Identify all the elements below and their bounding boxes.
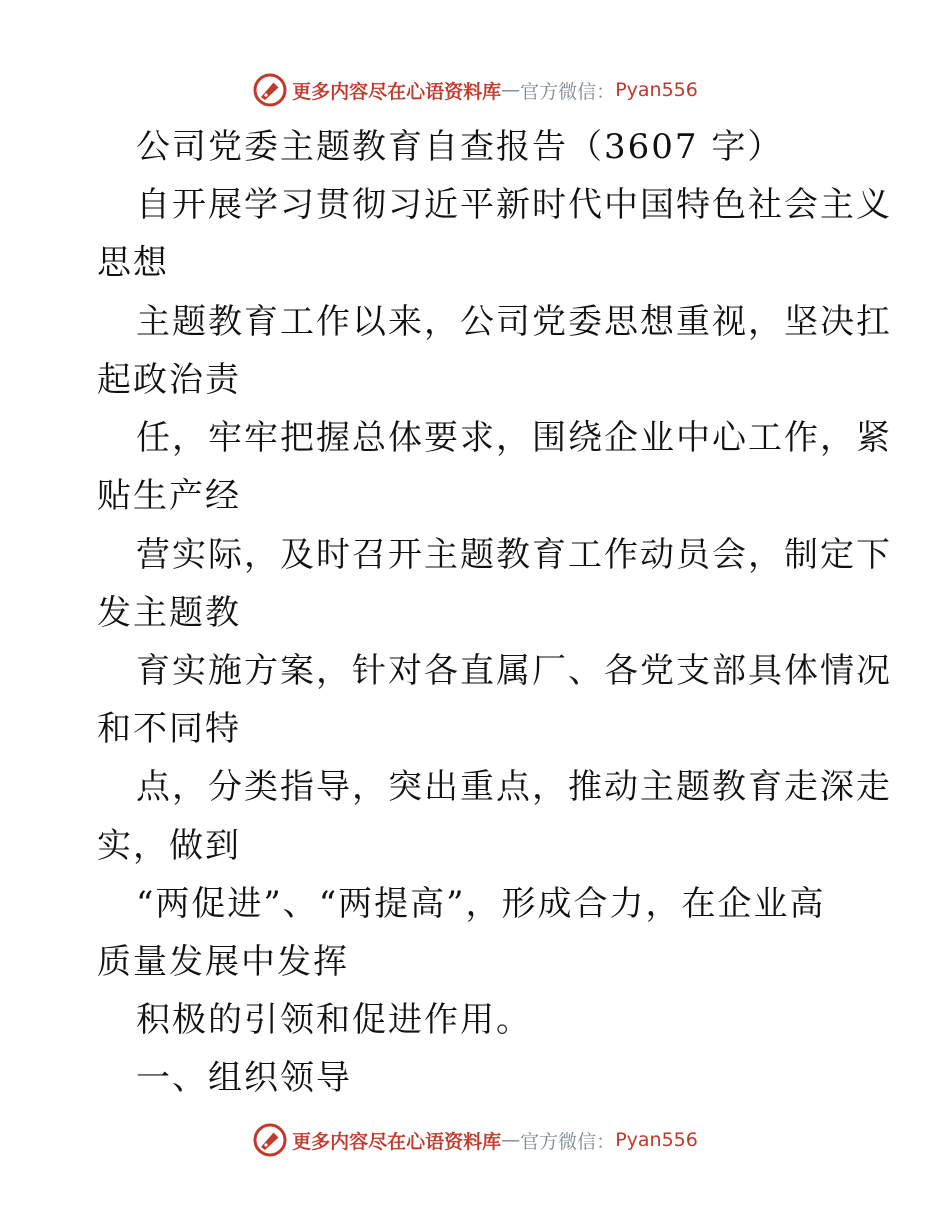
banner-wechat-id: Pyan556 xyxy=(615,79,698,101)
paragraph-line: 起政治责 xyxy=(97,360,241,400)
paragraph-line: 积极的引领和促进作用。 xyxy=(136,1000,532,1040)
banner-dash: — xyxy=(501,79,521,101)
banner-main-text: 更多内容尽在心语资料库 xyxy=(292,1130,502,1153)
paragraph-line: 质量发展中发挥 xyxy=(97,942,349,982)
document-title: 公司党委主题教育自查报告（3607 字） xyxy=(136,127,784,167)
banner-wechat-id: Pyan556 xyxy=(615,1129,698,1151)
section-heading: 一、组织领导 xyxy=(136,1058,352,1098)
paragraph-line: 思想 xyxy=(97,243,169,283)
paragraph-line: “两促进”、“两提高”，形成合力，在企业高 xyxy=(136,884,826,924)
banner-contact-label: 官方微信： xyxy=(520,80,616,103)
paragraph-line: 和不同特 xyxy=(97,709,241,749)
banner-dash: — xyxy=(501,1129,521,1151)
paragraph-line: 主题教育工作以来，公司党委思想重视，坚决扛 xyxy=(136,302,892,342)
footer-watermark-banner xyxy=(0,1120,950,1160)
paragraph-line: 点，分类指导，突出重点，推动主题教育走深走 xyxy=(136,767,892,807)
banner-main-text: 更多内容尽在心语资料库 xyxy=(292,80,502,103)
paragraph-line: 任，牢牢把握总体要求，围绕企业中心工作，紧 xyxy=(136,418,892,458)
paragraph-line: 育实施方案，针对各直属厂、各党支部具体情况 xyxy=(136,651,892,691)
paragraph-line: 营实际，及时召开主题教育工作动员会，制定下 xyxy=(136,535,892,575)
header-watermark-banner xyxy=(0,70,950,110)
pen-nib-logo-icon xyxy=(252,72,288,108)
paragraph-line: 实，做到 xyxy=(97,826,241,866)
banner-contact-label: 官方微信： xyxy=(520,1130,616,1153)
paragraph-line: 贴生产经 xyxy=(97,476,241,516)
pen-nib-logo-icon xyxy=(252,1122,288,1158)
paragraph-line: 自开展学习贯彻习近平新时代中国特色社会主义 xyxy=(136,185,892,225)
paragraph-line: 发主题教 xyxy=(97,593,241,633)
